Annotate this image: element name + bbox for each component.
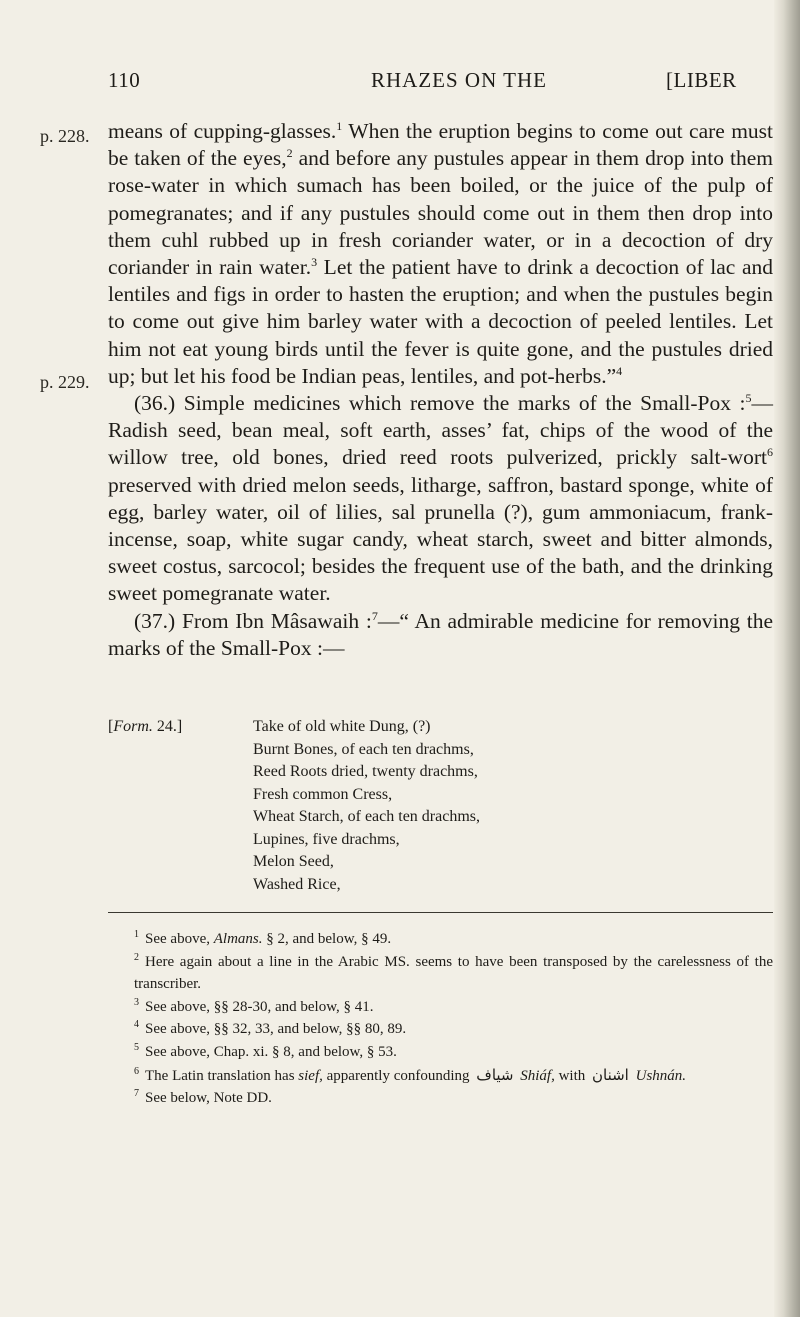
footnote-text: See above, Chap. xi. § 8, and below, § 53. <box>145 1043 397 1060</box>
footnote-6 <box>108 1064 773 1088</box>
text-segment: and before <box>292 146 391 171</box>
footnote-text: See below, Note DD. <box>145 1090 272 1107</box>
text-segment: to come out care must be taken of the eyes, <box>108 119 774 171</box>
footnote-italic: sief, <box>298 1067 323 1084</box>
footnote-italic: Shiáf, <box>520 1067 555 1084</box>
formula-label-form: Form. <box>113 718 153 735</box>
arabic-word: اشنان <box>592 1065 629 1084</box>
footnote-text: See above, §§ 32, 33, and below, §§ 80, 89. <box>145 1021 407 1038</box>
formula-item: Lupines, five drachms, <box>253 830 400 848</box>
paragraph-36 <box>108 390 773 608</box>
footnote-text: See above, <box>145 931 214 947</box>
paragraph-35-continued <box>108 118 773 390</box>
formula-items <box>253 716 480 896</box>
main-text <box>108 118 773 662</box>
footnote-3 <box>108 996 773 1019</box>
footnote-divider <box>108 912 773 913</box>
paragraph-37 <box>108 608 773 662</box>
footnote-5 <box>108 1041 773 1064</box>
margin-note-p229: p. 229. <box>40 372 90 392</box>
formula-item: Take of old white Dung, (?) <box>253 718 431 735</box>
formula-label: [Form. 24.] <box>108 718 183 735</box>
margin-note-p228: p. 228. <box>40 126 90 146</box>
formula-label-number: 24.] <box>156 718 183 735</box>
footnote-1 <box>108 928 773 951</box>
text-segment: —“ An admirable medicine for removing the marks of the Small-Pox :— <box>108 608 774 660</box>
footnote-mark: 6 <box>134 1065 139 1077</box>
text-segment: any pustules appear in them drop into them rose-water in which sumach has been boiled, or the juice of the pulp of pomegranates; and if any pustules should come out in them then drop into them cuhl rubbed up in fresh coriander water, or in a decoction of dry coriander in rain water. <box>108 146 774 280</box>
footnote-4 <box>108 1018 773 1041</box>
footnote-text: The Latin translation has <box>145 1067 299 1084</box>
footnote-ref: 6 <box>767 445 773 460</box>
footnote-text: Here again about a line in the Arabic MS. seems to have been transposed by the carelessness of the transcriber. <box>134 953 773 993</box>
text-segment: means of cupping-glasses. <box>108 119 337 143</box>
footnote-mark: 4 <box>134 1019 139 1031</box>
footnote-mark: 3 <box>134 996 139 1008</box>
text-segment: Let the patient have to drink a decoction of lac and lentiles and figs in order to hasten the eruption; and when the pustules begin to come out give him barley water with a decoction of peeled lentiles. Let him not eat young birds until the fever is quite gone, and the pustules dried up; but let his food be Indian peas, lentiles, and pot-herbs.” <box>108 255 773 388</box>
arabic-word: شياف <box>476 1065 514 1084</box>
footnote-mark: 5 <box>134 1041 139 1053</box>
footnote-ref: 4 <box>616 363 623 378</box>
footnote-ref: 1 <box>336 118 343 133</box>
footnote-text: with <box>554 1067 586 1084</box>
running-title: RHAZES ON THE <box>371 68 547 92</box>
page-edge-shadow <box>774 0 800 1317</box>
footnote-ref: 2 <box>286 146 293 161</box>
footnote-mark: 7 <box>134 1088 139 1100</box>
page-number: 110 <box>108 68 141 92</box>
footnote-7 <box>108 1087 773 1110</box>
footnote-ref: 5 <box>745 390 752 405</box>
running-header <box>108 68 773 98</box>
footnote-mark: 1 <box>134 929 139 940</box>
formula-item: Melon Seed, <box>253 853 334 870</box>
footnote-italic: Almans. <box>213 931 263 947</box>
text-segment: When the eruption begins <box>342 119 573 143</box>
text-segment: (36.) Simple medicines which remove the marks of the Small-Pox : <box>134 391 746 416</box>
footnote-mark: 2 <box>134 951 139 963</box>
footnote-ref: 7 <box>371 608 378 623</box>
footnote-text: § 2, and below, § 49. <box>262 931 392 947</box>
footnotes <box>108 928 773 1110</box>
formula-item: Wheat Starch, of each ten drachms, <box>253 808 481 825</box>
footnote-2 <box>108 951 773 996</box>
footnote-italic: Ushnán. <box>635 1067 687 1084</box>
text-segment: —Radish seed, bean meal, soft earth, asses’ fat, chips of the wood of the willow tree, old bones, dried reed roots pulverized, prickly salt-wort <box>108 391 773 470</box>
footnote-ref: 3 <box>311 254 318 269</box>
formula-item: Washed Rice, <box>253 875 341 893</box>
formula-item: Burnt Bones, of each ten drachms, <box>253 740 474 758</box>
section-marker: [LIBER <box>666 68 737 92</box>
footnote-text: apparently confounding <box>322 1067 470 1084</box>
formula-item: Reed Roots dried, twenty drachms, <box>253 763 478 780</box>
text-segment: (37.) From Ibn Mâsawaih : <box>134 608 372 633</box>
footnote-text: See above, §§ 28-30, and below, § 41. <box>145 998 374 1015</box>
formula-item: Fresh common Cress, <box>253 785 393 803</box>
text-segment: preserved with dried melon seeds, litharge, saffron, bastard sponge, white of egg, barley water, oil of lilies, sal prunella (?), gum ammoniacum, frank-incense, soap, white sugar candy, wheat starch, sweet and bitter almonds, sweet costus, sarcocol; besides the frequent use of the bath, and the drinking sweet pomegranate water. <box>108 472 773 606</box>
